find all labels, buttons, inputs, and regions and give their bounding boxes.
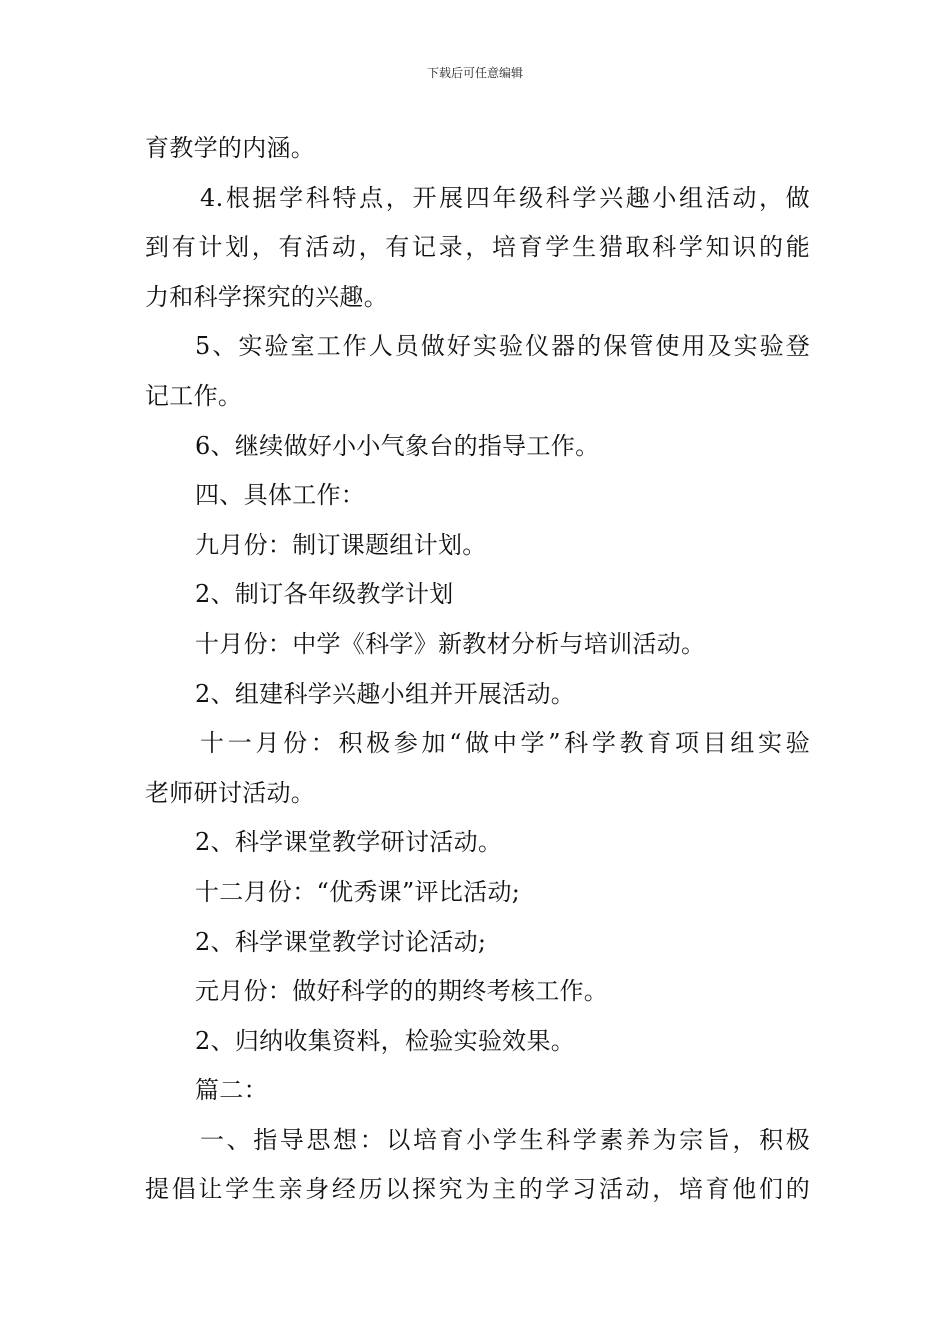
text-line: 到有计划，有活动，有记录，培育学生猎取科学知识的能 xyxy=(145,233,810,262)
section-heading: 四、具体工作： xyxy=(195,481,366,510)
text-line: 2、科学课堂教学讨论活动; xyxy=(195,927,487,956)
text-line: 十月份：中学《科学》新教材分析与培训活动。 xyxy=(195,629,706,658)
page-header: 下载后可任意编辑 xyxy=(426,66,523,80)
text-line: 元月份：做好科学的的期终考核工作。 xyxy=(195,977,609,1006)
text-line: 一、指导思想：以培育小学生科学素养为宗旨，积极 xyxy=(200,1125,810,1154)
document-body xyxy=(145,124,810,1215)
text-line: 育教学的内涵。 xyxy=(145,134,316,162)
text-line: 5、实验室工作人员做好实验仪器的保管使用及实验登 xyxy=(195,332,810,361)
text-line: 十一月份：积极参加“做中学”科学教育项目组实验 xyxy=(200,729,810,758)
text-line: 2、归纳收集资料，检验实验效果。 xyxy=(195,1026,576,1055)
text-line: 记工作。 xyxy=(145,381,243,410)
text-line: 2、组建科学兴趣小组并开展活动。 xyxy=(195,679,576,708)
text-line: 十二月份：“优秀课”评比活动; xyxy=(195,877,521,906)
text-line: 6、继续做好小小气象台的指导工作。 xyxy=(195,431,600,460)
text-line: 老师研讨活动。 xyxy=(145,778,316,807)
text-line: 力和科学探究的兴趣。 xyxy=(145,282,388,311)
text-line: 九月份：制订课题组计划。 xyxy=(195,530,487,559)
text-line: 2、制订各年级教学计划 xyxy=(195,580,454,609)
text-line: 提倡让学生亲身经历以探究为主的学习活动，培育他们的 xyxy=(145,1175,810,1204)
section-heading: 篇二： xyxy=(195,1076,268,1105)
text-line: 4.根据学科特点，开展四年级科学兴趣小组活动，做 xyxy=(200,183,810,212)
text-line: 2、科学课堂教学研讨活动。 xyxy=(195,828,503,857)
